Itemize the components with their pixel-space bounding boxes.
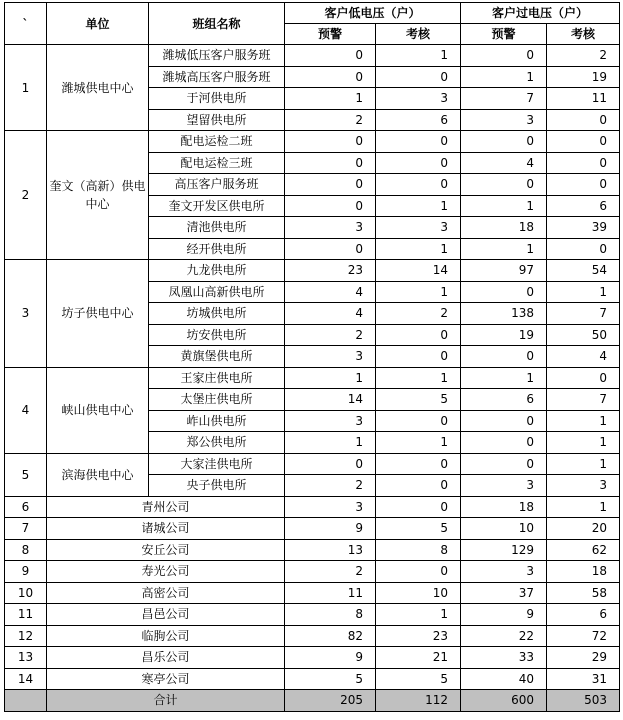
- row-number: 12: [5, 625, 47, 647]
- over-check-value: 1: [547, 410, 620, 432]
- over-warn-value: 19: [461, 324, 547, 346]
- table-row: [5, 260, 620, 282]
- header-over-warn: 预警: [461, 24, 547, 45]
- low-warn-value: 9: [285, 518, 376, 540]
- table-row: [5, 561, 620, 583]
- over-check-value: 20: [547, 518, 620, 540]
- total-low-check: 112: [376, 690, 461, 712]
- low-warn-value: 3: [285, 410, 376, 432]
- unit-name: 峡山供电中心: [47, 367, 149, 453]
- over-warn-value: 4: [461, 152, 547, 174]
- team-name: 望留供电所: [149, 109, 285, 131]
- over-check-value: 11: [547, 88, 620, 110]
- over-check-value: 31: [547, 668, 620, 690]
- low-warn-value: 1: [285, 88, 376, 110]
- over-warn-value: 3: [461, 561, 547, 583]
- over-warn-value: 22: [461, 625, 547, 647]
- low-check-value: 1: [376, 195, 461, 217]
- over-warn-value: 0: [461, 45, 547, 67]
- low-warn-value: 5: [285, 668, 376, 690]
- over-warn-value: 18: [461, 496, 547, 518]
- team-name: 于河供电所: [149, 88, 285, 110]
- total-row: [5, 690, 620, 712]
- row-number: 13: [5, 647, 47, 669]
- over-check-value: 54: [547, 260, 620, 282]
- low-check-value: 5: [376, 518, 461, 540]
- low-warn-value: 4: [285, 303, 376, 325]
- low-check-value: 1: [376, 281, 461, 303]
- low-warn-value: 3: [285, 496, 376, 518]
- low-check-value: 1: [376, 432, 461, 454]
- team-name: 奎文开发区供电所: [149, 195, 285, 217]
- company-name: 昌乐公司: [47, 647, 285, 669]
- low-warn-value: 0: [285, 152, 376, 174]
- company-name: 寒亭公司: [47, 668, 285, 690]
- low-check-value: 6: [376, 109, 461, 131]
- low-warn-value: 1: [285, 432, 376, 454]
- over-check-value: 0: [547, 131, 620, 153]
- company-name: 昌邑公司: [47, 604, 285, 626]
- low-check-value: 14: [376, 260, 461, 282]
- over-check-value: 7: [547, 389, 620, 411]
- over-warn-value: 10: [461, 518, 547, 540]
- team-name: 凤凰山高新供电所: [149, 281, 285, 303]
- low-warn-value: 8: [285, 604, 376, 626]
- over-warn-value: 1: [461, 66, 547, 88]
- team-name: 高压客户服务班: [149, 174, 285, 196]
- company-name: 临朐公司: [47, 625, 285, 647]
- total-blank-cell: [5, 690, 47, 712]
- low-warn-value: 82: [285, 625, 376, 647]
- low-check-value: 0: [376, 66, 461, 88]
- team-name: 经开供电所: [149, 238, 285, 260]
- low-warn-value: 2: [285, 475, 376, 497]
- over-warn-value: 33: [461, 647, 547, 669]
- row-number: 3: [5, 260, 47, 368]
- header-low-voltage: 客户低电压（户）: [285, 3, 461, 24]
- over-check-value: 1: [547, 496, 620, 518]
- team-name: 潍城低压客户服务班: [149, 45, 285, 67]
- low-check-value: 0: [376, 475, 461, 497]
- low-check-value: 3: [376, 217, 461, 239]
- row-number: 14: [5, 668, 47, 690]
- low-check-value: 1: [376, 367, 461, 389]
- low-check-value: 23: [376, 625, 461, 647]
- over-warn-value: 18: [461, 217, 547, 239]
- over-check-value: 0: [547, 109, 620, 131]
- team-name: 配电运检二班: [149, 131, 285, 153]
- table-row: [5, 367, 620, 389]
- low-check-value: 0: [376, 453, 461, 475]
- over-check-value: 50: [547, 324, 620, 346]
- company-name: 寿光公司: [47, 561, 285, 583]
- over-check-value: 3: [547, 475, 620, 497]
- low-warn-value: 4: [285, 281, 376, 303]
- low-check-value: 3: [376, 88, 461, 110]
- low-check-value: 0: [376, 324, 461, 346]
- team-name: 配电运检三班: [149, 152, 285, 174]
- low-check-value: 0: [376, 152, 461, 174]
- company-name: 高密公司: [47, 582, 285, 604]
- table-row: [5, 647, 620, 669]
- over-check-value: 1: [547, 453, 620, 475]
- company-name: 诸城公司: [47, 518, 285, 540]
- low-check-value: 1: [376, 238, 461, 260]
- over-warn-value: 138: [461, 303, 547, 325]
- over-warn-value: 0: [461, 346, 547, 368]
- row-number: 10: [5, 582, 47, 604]
- row-number: 4: [5, 367, 47, 453]
- over-check-value: 58: [547, 582, 620, 604]
- low-check-value: 0: [376, 561, 461, 583]
- unit-name: 奎文（高新）供电中心: [47, 131, 149, 260]
- over-warn-value: 7: [461, 88, 547, 110]
- low-warn-value: 23: [285, 260, 376, 282]
- over-warn-value: 3: [461, 109, 547, 131]
- unit-name: 坊子供电中心: [47, 260, 149, 368]
- over-check-value: 0: [547, 174, 620, 196]
- over-check-value: 72: [547, 625, 620, 647]
- over-check-value: 18: [547, 561, 620, 583]
- low-warn-value: 3: [285, 217, 376, 239]
- low-warn-value: 3: [285, 346, 376, 368]
- team-name: 潍城高压客户服务班: [149, 66, 285, 88]
- over-check-value: 6: [547, 604, 620, 626]
- row-number: 9: [5, 561, 47, 583]
- low-warn-value: 0: [285, 453, 376, 475]
- table-row: [5, 496, 620, 518]
- low-check-value: 0: [376, 496, 461, 518]
- over-warn-value: 1: [461, 367, 547, 389]
- low-warn-value: 2: [285, 324, 376, 346]
- team-name: 央子供电所: [149, 475, 285, 497]
- over-warn-value: 0: [461, 410, 547, 432]
- over-check-value: 2: [547, 45, 620, 67]
- over-warn-value: 0: [461, 174, 547, 196]
- team-name: 王家庄供电所: [149, 367, 285, 389]
- over-check-value: 4: [547, 346, 620, 368]
- row-number: 2: [5, 131, 47, 260]
- low-check-value: 1: [376, 45, 461, 67]
- over-check-value: 1: [547, 281, 620, 303]
- over-check-value: 0: [547, 152, 620, 174]
- row-number: 7: [5, 518, 47, 540]
- low-warn-value: 0: [285, 174, 376, 196]
- row-number: 1: [5, 45, 47, 131]
- over-warn-value: 0: [461, 432, 547, 454]
- table-row: [5, 604, 620, 626]
- low-warn-value: 0: [285, 238, 376, 260]
- team-name: 太堡庄供电所: [149, 389, 285, 411]
- over-check-value: 62: [547, 539, 620, 561]
- table-row: [5, 131, 620, 153]
- over-warn-value: 40: [461, 668, 547, 690]
- header-low-check: 考核: [376, 24, 461, 45]
- low-check-value: 1: [376, 604, 461, 626]
- header-low-warn: 预警: [285, 24, 376, 45]
- team-name: 坊安供电所: [149, 324, 285, 346]
- low-check-value: 0: [376, 346, 461, 368]
- low-check-value: 10: [376, 582, 461, 604]
- low-warn-value: 1: [285, 367, 376, 389]
- low-check-value: 0: [376, 174, 461, 196]
- table-row: [5, 45, 620, 67]
- over-check-value: 19: [547, 66, 620, 88]
- over-check-value: 29: [547, 647, 620, 669]
- header-unit: 单位: [47, 3, 149, 45]
- over-warn-value: 1: [461, 238, 547, 260]
- low-warn-value: 11: [285, 582, 376, 604]
- header-no: `: [5, 3, 47, 45]
- table-row: [5, 539, 620, 561]
- over-check-value: 0: [547, 238, 620, 260]
- over-check-value: 0: [547, 367, 620, 389]
- low-warn-value: 9: [285, 647, 376, 669]
- over-warn-value: 129: [461, 539, 547, 561]
- table-row: [5, 625, 620, 647]
- team-name: 九龙供电所: [149, 260, 285, 282]
- over-check-value: 1: [547, 432, 620, 454]
- low-warn-value: 14: [285, 389, 376, 411]
- team-name: 坊城供电所: [149, 303, 285, 325]
- low-check-value: 5: [376, 389, 461, 411]
- header-team: 班组名称: [149, 3, 285, 45]
- total-label: 合计: [47, 690, 285, 712]
- low-warn-value: 0: [285, 66, 376, 88]
- header-over-voltage: 客户过电压（户）: [461, 3, 620, 24]
- team-name: 郑公供电所: [149, 432, 285, 454]
- total-over-warn: 600: [461, 690, 547, 712]
- voltage-table: [4, 2, 620, 712]
- over-warn-value: 9: [461, 604, 547, 626]
- over-warn-value: 37: [461, 582, 547, 604]
- low-check-value: 8: [376, 539, 461, 561]
- low-warn-value: 0: [285, 131, 376, 153]
- table-row: [5, 582, 620, 604]
- company-name: 安丘公司: [47, 539, 285, 561]
- over-warn-value: 0: [461, 131, 547, 153]
- over-check-value: 39: [547, 217, 620, 239]
- low-warn-value: 2: [285, 561, 376, 583]
- row-number: 11: [5, 604, 47, 626]
- unit-name: 潍城供电中心: [47, 45, 149, 131]
- total-low-warn: 205: [285, 690, 376, 712]
- low-check-value: 0: [376, 131, 461, 153]
- team-name: 黄旗堡供电所: [149, 346, 285, 368]
- table-row: [5, 518, 620, 540]
- low-check-value: 0: [376, 410, 461, 432]
- team-name: 岞山供电所: [149, 410, 285, 432]
- low-check-value: 2: [376, 303, 461, 325]
- header-over-check: 考核: [547, 24, 620, 45]
- over-warn-value: 3: [461, 475, 547, 497]
- low-check-value: 5: [376, 668, 461, 690]
- over-warn-value: 0: [461, 281, 547, 303]
- low-warn-value: 0: [285, 45, 376, 67]
- total-over-check: 503: [547, 690, 620, 712]
- over-warn-value: 0: [461, 453, 547, 475]
- table-row: [5, 453, 620, 475]
- low-warn-value: 2: [285, 109, 376, 131]
- row-number: 8: [5, 539, 47, 561]
- over-warn-value: 1: [461, 195, 547, 217]
- over-check-value: 7: [547, 303, 620, 325]
- low-warn-value: 13: [285, 539, 376, 561]
- over-check-value: 6: [547, 195, 620, 217]
- header-row-1: [5, 3, 620, 24]
- table-row: [5, 668, 620, 690]
- company-name: 青州公司: [47, 496, 285, 518]
- unit-name: 滨海供电中心: [47, 453, 149, 496]
- team-name: 清池供电所: [149, 217, 285, 239]
- over-warn-value: 6: [461, 389, 547, 411]
- team-name: 大家洼供电所: [149, 453, 285, 475]
- low-warn-value: 0: [285, 195, 376, 217]
- row-number: 5: [5, 453, 47, 496]
- row-number: 6: [5, 496, 47, 518]
- low-check-value: 21: [376, 647, 461, 669]
- over-warn-value: 97: [461, 260, 547, 282]
